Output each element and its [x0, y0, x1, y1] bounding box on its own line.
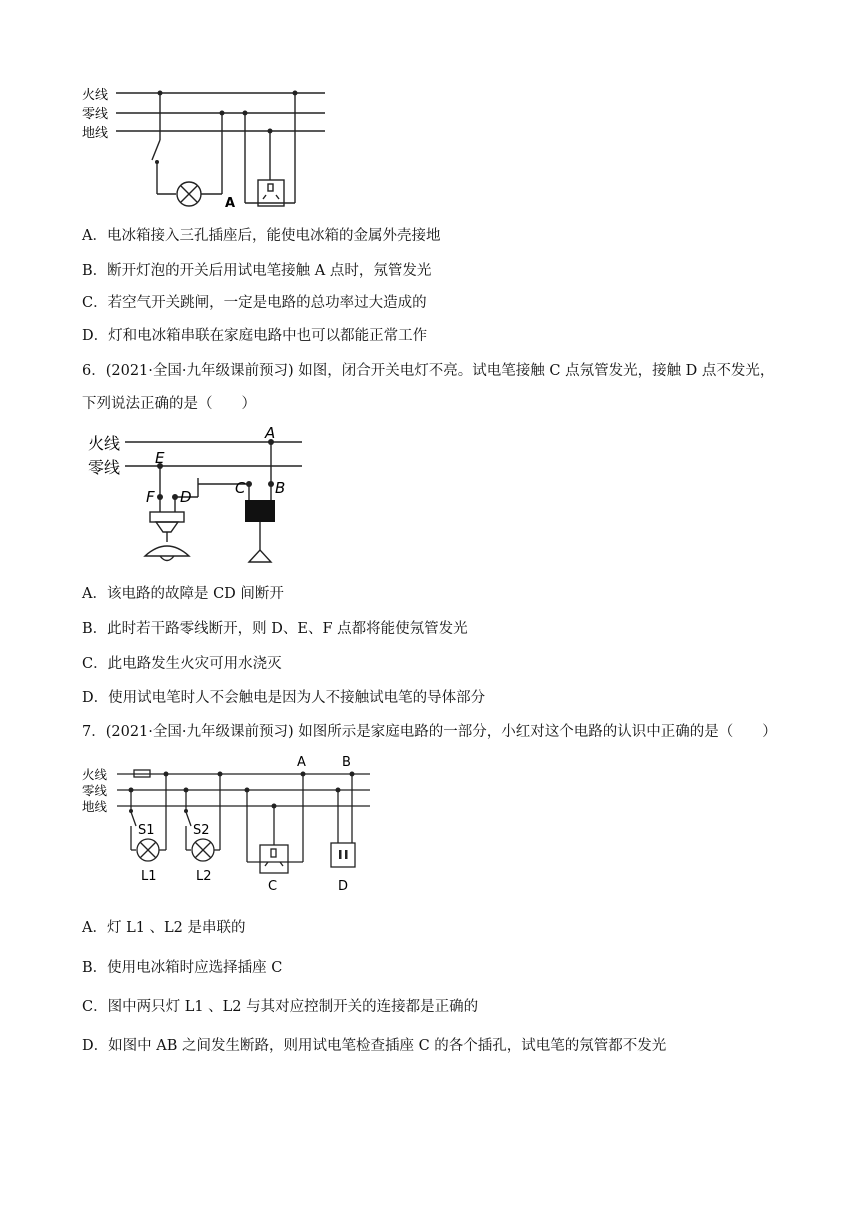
fig2-point-e: E — [155, 449, 165, 467]
q5-option-a: A．电冰箱接入三孔插座后，能使电冰箱的金属外壳接地 — [82, 228, 441, 244]
q5-option-c: C．若空气开关跳闸，一定是电路的总功率过大造成的 — [82, 295, 427, 311]
q6-option-a: A．该电路的故障是 CD 间断开 — [82, 586, 284, 602]
fig1-neutral-label: 零线 — [82, 107, 109, 122]
fig3-switch-s1: S1 — [138, 823, 155, 838]
fig2-point-d: D — [180, 488, 192, 506]
q7-stem: 7．(2021·全国·九年级课前预习) 如图所示是家庭电路的一部分，小红对这个电路的认识中正确的是（ ） — [82, 724, 777, 740]
fig3-point-b: B — [342, 755, 351, 770]
fig3-socket-d: D — [338, 879, 349, 894]
q6-option-d: D．使用试电笔时人不会触电是因为人不接触试电笔的导体部分 — [82, 690, 486, 706]
fig3-point-a: A — [297, 755, 306, 770]
q6-stem-line2: 下列说法正确的是（ ） — [82, 396, 256, 412]
fig3-lamp-l2: L2 — [196, 869, 212, 884]
fig1-point-a: A — [225, 196, 236, 211]
fig2-point-f: F — [146, 488, 155, 506]
q7-option-a: A．灯 L1 、L2 是串联的 — [82, 920, 246, 936]
fig3-lamp-l1: L1 — [141, 869, 157, 884]
fig1-live-label: 火线 — [82, 88, 109, 103]
q7-option-c: C．图中两只灯 L1 、L2 与其对应控制开关的连接都是正确的 — [82, 999, 479, 1015]
q6-option-c: C．此电路发生火灾可用水浇灭 — [82, 656, 282, 672]
q7-option-b: B．使用电冰箱时应选择插座 C — [82, 960, 283, 976]
q6-option-b: B．此时若干路零线断开，则 D、E、F 点都将能使氖管发光 — [82, 621, 468, 637]
fig2-live-label: 火线 — [88, 434, 121, 453]
fig3-socket-c: C — [268, 879, 278, 894]
q6-stem-line1: 6．(2021·全国·九年级课前预习) 如图，闭合开关电灯不亮。试电笔接触 C 点氖管发光，接触 D 点不发光， — [82, 363, 775, 379]
fig2-point-a: A — [265, 424, 276, 442]
fig1-ground-label: 地线 — [82, 126, 109, 141]
fig3-switch-s2: S2 — [193, 823, 210, 838]
fig3-ground-label: 地线 — [82, 799, 108, 814]
q5-option-d: D．灯和电冰箱串联在家庭电路中也可以都能正常工作 — [82, 328, 428, 344]
fig2-point-b: B — [275, 479, 286, 497]
q7-option-d: D．如图中 AB 之间发生断路，则用试电笔检查插座 C 的各个插孔，试电笔的氖管都不发光 — [82, 1038, 667, 1054]
fig3-neutral-label: 零线 — [82, 783, 108, 798]
fig3-live-label: 火线 — [82, 767, 108, 782]
q5-option-b: B．断开灯泡的开关后用试电笔接触 A 点时，氖管发光 — [82, 263, 432, 279]
fig2-neutral-label: 零线 — [88, 458, 121, 477]
fig2-point-c: C — [235, 479, 246, 497]
